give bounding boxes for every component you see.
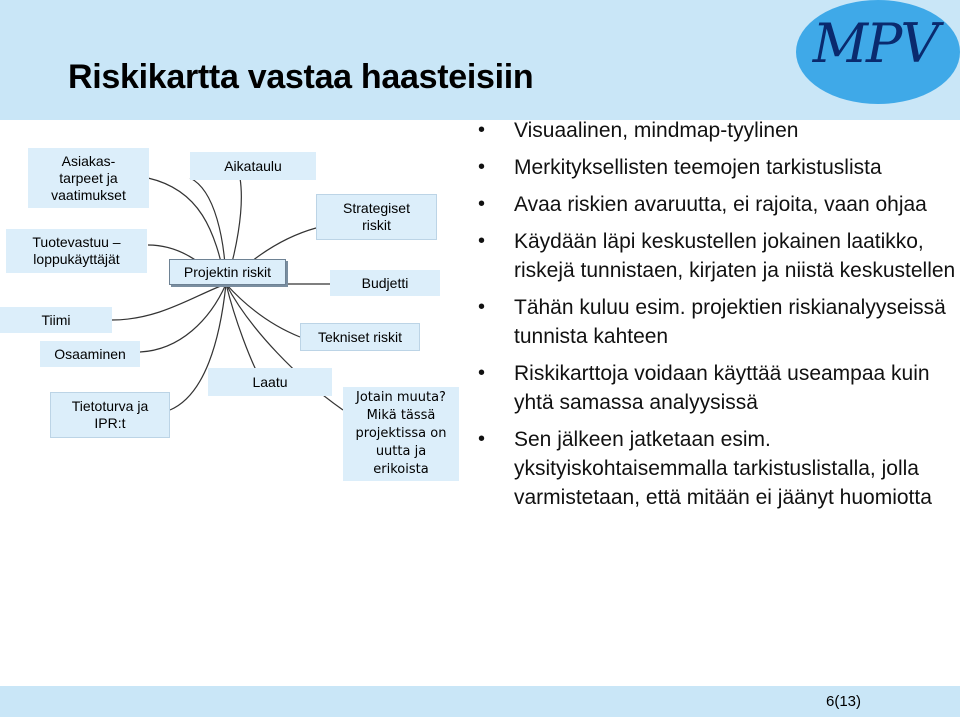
bullet-dot: • <box>478 362 486 384</box>
bullet-dot: • <box>478 230 486 252</box>
node-tekniset-riskit: Tekniset riskit <box>300 323 420 351</box>
node-tuotevastuu: Tuotevastuu – loppukäyttäjät <box>6 229 147 273</box>
slide-title: Riskikartta vastaa haasteisiin <box>68 58 534 96</box>
node-jotain-muuta: Jotain muuta? Mikä tässä projektissa on uutta ja erikoista <box>343 387 459 481</box>
bullet-item: • Visuaalinen, mindmap-tyylinen <box>476 116 956 145</box>
bullet-item: • Riskikarttoja voidaan käyttää useampaa kuin yhtä samassa analyysissä <box>476 359 956 417</box>
page-number: 6(13) <box>826 693 862 710</box>
bullet-item: • Sen jälkeen jatketaan esim. yksityiskohtaisemmalla tarkistuslistalla, jolla varmistetaan, että mitään ei jäänyt huomiotta <box>476 425 956 512</box>
bullet-item: • Merkityksellisten teemojen tarkistuslista <box>476 153 956 182</box>
bullet-dot: • <box>478 296 486 318</box>
bullet-list <box>476 116 956 520</box>
bullet-dot: • <box>478 428 486 450</box>
node-osaaminen: Osaaminen <box>40 341 140 367</box>
node-tietoturva: Tietoturva ja IPR:t <box>50 392 170 438</box>
bullet-dot: • <box>478 156 486 178</box>
bullet-item: • Tähän kuluu esim. projektien riskianalyyseissä tunnista kahteen <box>476 293 956 351</box>
node-strategiset-riskit: Strategiset riskit <box>316 194 437 240</box>
node-budjetti: Budjetti <box>330 270 440 296</box>
bullet-dot: • <box>478 119 486 141</box>
footer-band <box>0 686 960 717</box>
risk-mindmap <box>0 0 470 500</box>
logo-text: MPV <box>812 12 938 75</box>
node-aikataulu: Aikataulu <box>190 152 316 180</box>
bullet-item: • Käydään läpi keskustellen jokainen laatikko, riskejä tunnistaen, kirjaten ja niistä keskustellen <box>476 227 956 285</box>
node-asiakastarpeet: Asiakas- tarpeet ja vaatimukset <box>28 148 149 208</box>
bullet-item: • Avaa riskien avaruutta, ei rajoita, vaan ohjaa <box>476 190 956 219</box>
node-laatu: Laatu <box>208 368 332 396</box>
bullet-dot: • <box>478 193 486 215</box>
node-tiimi: Tiimi <box>0 307 112 333</box>
node-projektin-riskit: Projektin riskit <box>169 259 286 285</box>
